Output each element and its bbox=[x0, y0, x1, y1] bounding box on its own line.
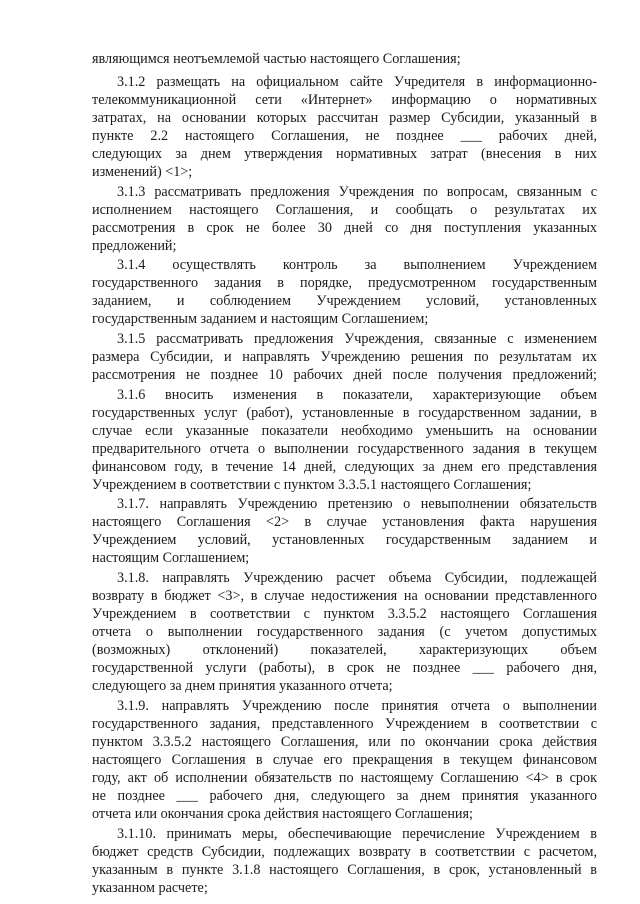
text-line: затратах, на основании которых рассчитан размер Субсидии, указанный в bbox=[92, 110, 597, 126]
text-line: пункте 2.2 настоящего Соглашения, не позднее ___ рабочих дней, bbox=[92, 128, 597, 144]
text-line: размера Субсидии, и направлять Учреждению решения по результатам их bbox=[92, 349, 597, 365]
text-line: государственного задания в порядке, предусмотренном государственным bbox=[92, 275, 597, 291]
text-line: исполнением настоящего Соглашения, и сообщать о результатах их bbox=[92, 202, 597, 218]
text-line: 3.1.3 рассматривать предложения Учреждения по вопросам, связанным с bbox=[117, 184, 597, 200]
text-line: заданием, и соблюдением Учреждением условий, установленных bbox=[92, 293, 597, 309]
text-line: 3.1.6 вносить изменения в показатели, характеризующие объем bbox=[117, 387, 597, 403]
text-line: 3.1.2 размещать на официальном сайте Учредителя в информационно- bbox=[117, 74, 597, 90]
text-line: не позднее ___ рабочего дня, следующего за днем принятия указанного bbox=[92, 788, 597, 804]
text-line: 3.1.8. направлять Учреждению расчет объема Субсидии, подлежащей bbox=[117, 570, 597, 586]
text-line: указанным в пункте 3.1.8 настоящего Соглашения, в срок, установленный в bbox=[92, 862, 597, 878]
text-line: пунктом 3.3.5.2 настоящего Соглашения, или по окончании срока действия bbox=[92, 734, 597, 750]
text-line: Учреждением условий, установленных государственным заданием и bbox=[92, 532, 597, 548]
text-line: финансовом году, в течение 14 дней, следующих за днем его представления bbox=[92, 459, 597, 475]
text-line: указанном расчете; bbox=[92, 880, 208, 896]
text-line: настоящим Соглашением; bbox=[92, 550, 250, 566]
text-line: 3.1.5 рассматривать предложения Учреждения, связанные с изменением bbox=[117, 331, 597, 347]
text-line: 3.1.7. направлять Учреждению претензию о невыполнении обязательств bbox=[117, 496, 597, 512]
text-line: настоящего Соглашения в случае его прекращения в текущем финансовом bbox=[92, 752, 597, 768]
text-line: следующего за днем принятия указанного отчета; bbox=[92, 678, 393, 694]
text-line: предварительного отчета о выполнении государственного задания в текущем bbox=[92, 441, 597, 457]
text-line: 3.1.9. направлять Учреждению после принятия отчета о выполнении bbox=[117, 698, 597, 714]
text-line: предложений; bbox=[92, 238, 177, 254]
text-line: рассмотрения в срок не более 30 дней со дня поступления указанных bbox=[92, 220, 597, 236]
text-line: отчета или окончания срока действия настоящего Соглашения; bbox=[92, 806, 473, 822]
text-line: Учреждением в соответствии с пунктом 3.3.5.2 настоящего Соглашения bbox=[92, 606, 597, 622]
text-line: случае если указанные показатели необходимо уменьшить на основании bbox=[92, 423, 597, 439]
text-line: Учреждением в соответствии с пунктом 3.3.5.1 настоящего Соглашения; bbox=[92, 477, 532, 493]
text-line: государственного задания, представленного Учреждением в соответствии с bbox=[92, 716, 597, 732]
text-line: бюджет средств Субсидии, подлежащих возврату в соответствии с расчетом, bbox=[92, 844, 597, 860]
text-line: настоящего Соглашения <2> в случае установления факта нарушения bbox=[92, 514, 597, 530]
text-line: государственной услуги (работы), в срок не позднее ___ рабочего дня, bbox=[92, 660, 597, 676]
text-line: возврату в бюджет <3>, в случае недостижения на основании представленного bbox=[92, 588, 597, 604]
text-line: следующих за днем утверждения нормативных затрат (внесения в них bbox=[92, 146, 597, 162]
text-line: государственным заданием и настоящим Соглашением; bbox=[92, 311, 429, 327]
text-line: изменений) <1>; bbox=[92, 164, 193, 180]
text-line: отчета о выполнении государственного задания (с учетом допустимых bbox=[92, 624, 597, 640]
text-line: телекоммуникационной сети «Интернет» информацию о нормативных bbox=[92, 92, 597, 108]
text-line: 3.1.10. принимать меры, обеспечивающие перечисление Учреждением в bbox=[117, 826, 597, 842]
text-line: году, акт об исполнении обязательств по настоящему Соглашению <4> в срок bbox=[92, 770, 597, 786]
text-line: 3.1.4 осуществлять контроль за выполнением Учреждением bbox=[117, 257, 597, 273]
text-line: государственных услуг (работ), установленные в государственном задании, в bbox=[92, 405, 597, 421]
text-line: являющимся неотъемлемой частью настоящего Соглашения; bbox=[92, 51, 461, 67]
text-line: рассмотрения не позднее 10 рабочих дней после получения предложений; bbox=[92, 367, 597, 383]
text-line: (возможных) отклонений) показателей, характеризующих объем bbox=[92, 642, 597, 658]
